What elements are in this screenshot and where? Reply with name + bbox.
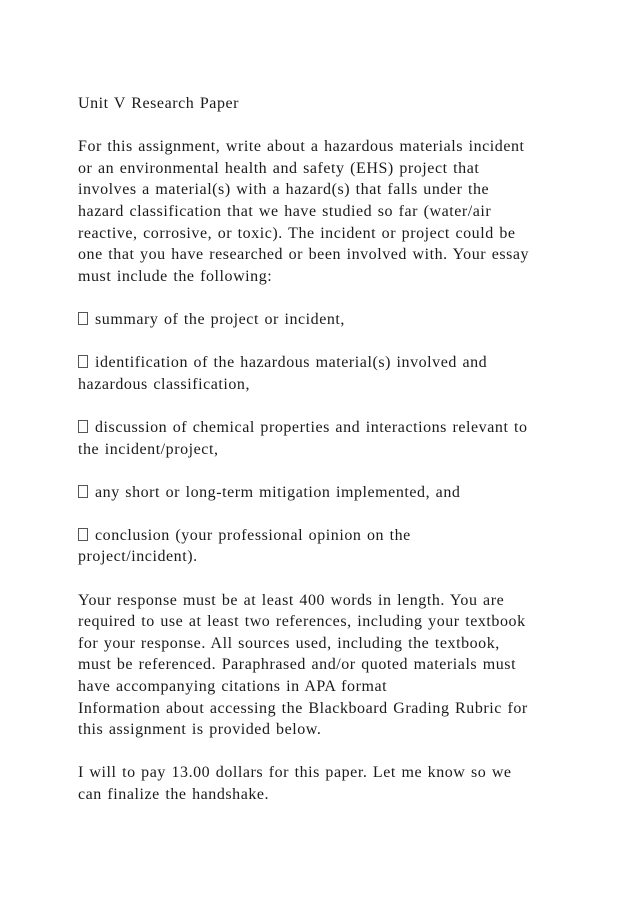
- spacer: [78, 503, 578, 525]
- intro-paragraph: [78, 136, 578, 287]
- intro-line: must include the following:: [78, 267, 273, 285]
- intro-line: involves a material(s) with a hazard(s) that falls under the: [78, 181, 490, 199]
- bullet-item-mitigation: [78, 482, 578, 504]
- spacer: [78, 395, 578, 417]
- document-title: Unit V Research Paper: [78, 95, 240, 112]
- spacer: [78, 568, 578, 590]
- requirements-line: for your response. All sources used, including the textbook,: [78, 634, 500, 652]
- bullet-text: summary of the project or incident,: [95, 310, 345, 328]
- bullet-text-continued: the incident/project,: [78, 440, 219, 458]
- bullet-text: discussion of chemical properties and interactions relevant to: [95, 418, 528, 436]
- spacer: [78, 331, 578, 353]
- requirements-line: this assignment is provided below.: [78, 721, 322, 739]
- spacer: [78, 460, 578, 482]
- requirements-line: must be referenced. Paraphrased and/or quoted materials must: [78, 656, 517, 674]
- bullet-box-icon: [78, 420, 88, 433]
- intro-line: reactive, corrosive, or toxic). The incident or project could be: [78, 224, 516, 242]
- requirements-line: required to use at least two references, including your textbook: [78, 613, 526, 631]
- intro-line: one that you have researched or been involved with. Your essay: [78, 246, 530, 264]
- bullet-text: identification of the hazardous material(s) involved and: [95, 354, 488, 372]
- bullet-box-icon: [78, 528, 88, 541]
- intro-line: For this assignment, write about a hazardous materials incident: [78, 138, 525, 156]
- intro-line: or an environmental health and safety (EHS) project that: [78, 159, 480, 177]
- bullet-box-icon: [78, 355, 88, 368]
- closing-line: can finalize the handshake.: [78, 786, 270, 803]
- requirements-line: Your response must be at least 400 words in length. You are: [78, 591, 505, 609]
- spacer: [78, 115, 578, 137]
- intro-line: hazard classification that we have studied so far (water/air: [78, 202, 492, 220]
- bullet-item-summary: [78, 309, 578, 331]
- spacer: [78, 287, 578, 309]
- requirements-paragraph: [78, 590, 578, 741]
- bullet-text: conclusion (your professional opinion on the: [95, 526, 411, 544]
- bullet-item-discussion: [78, 417, 578, 460]
- requirements-line: have accompanying citations in APA format: [78, 678, 388, 696]
- bullet-text-continued: project/incident).: [78, 548, 198, 566]
- requirements-line: Information about accessing the Blackboard Grading Rubric for: [78, 699, 528, 717]
- spacer: [78, 741, 578, 763]
- bullet-text-continued: hazardous classification,: [78, 375, 251, 393]
- closing-paragraph: [78, 762, 578, 805]
- bullet-box-icon: [78, 312, 88, 325]
- document-body: [78, 93, 578, 806]
- bullet-item-conclusion: [78, 525, 578, 568]
- bullet-box-icon: [78, 485, 88, 498]
- bullet-item-identification: [78, 352, 578, 395]
- closing-line: I will to pay 13.00 dollars for this paper. Let me know so we: [78, 764, 512, 782]
- bullet-text: any short or long-term mitigation implemented, and: [95, 483, 461, 501]
